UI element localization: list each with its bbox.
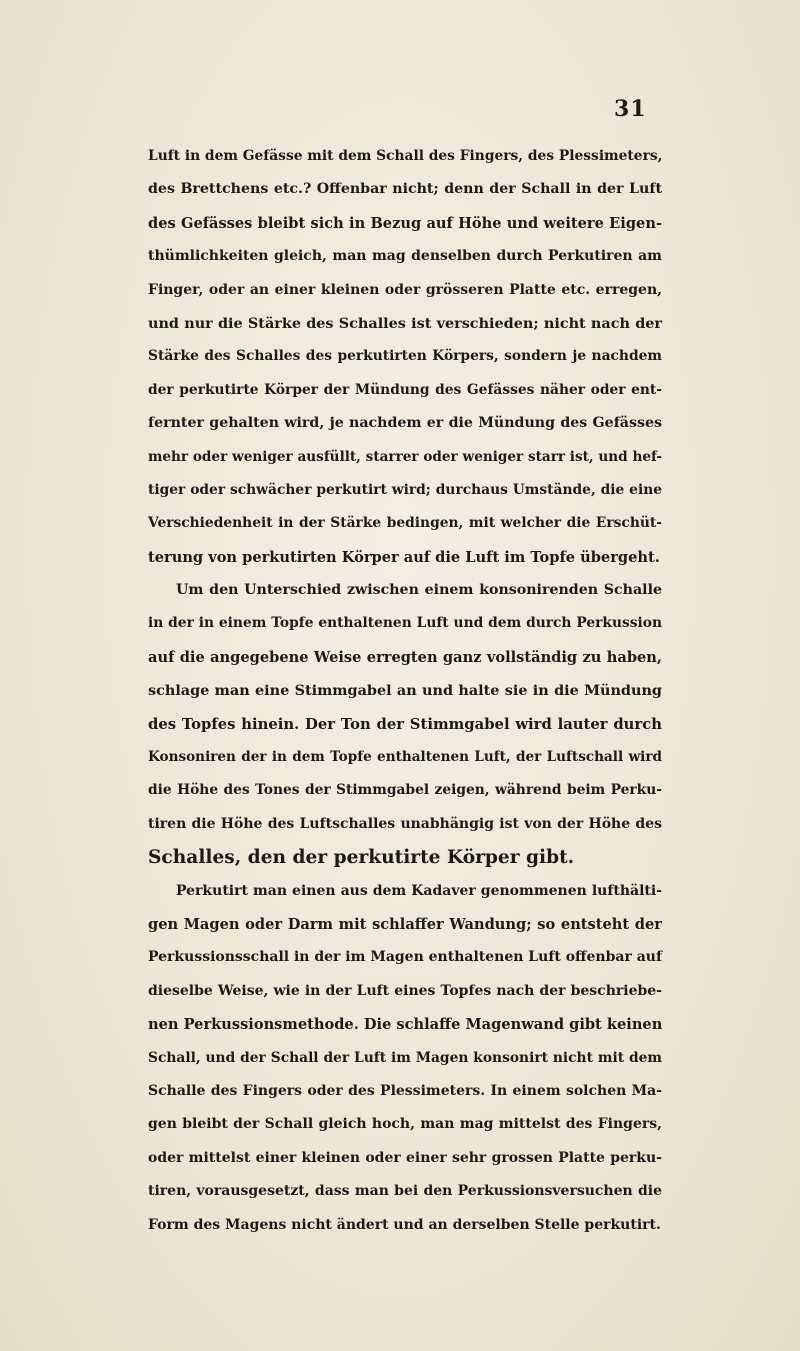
- text-line: terung von perkutirten Körper auf die Luft im Topfe übergeht.: [148, 548, 660, 566]
- text-line: Schall, und der Schall der Luft im Magen konsonirt nicht mit dem: [148, 1049, 662, 1066]
- text-line: Form des Magens nicht ändert und an derselben Stelle perkutirt.: [148, 1216, 661, 1233]
- text-line: Konsoniren der in dem Topfe enthaltenen Luft, der Luftschall wird: [148, 749, 662, 766]
- text-line: Schalles, den der perkutirte Körper gibt.: [148, 847, 575, 869]
- text-line: tiren, vorausgesetzt, dass man bei den Perkussionsversuchen die: [148, 1183, 662, 1200]
- text-line: die Höhe des Tones der Stimmgabel zeigen, während beim Perku-: [148, 782, 662, 799]
- text-line: des Topfes hinein. Der Ton der Stimmgabel wird lauter durch: [148, 715, 662, 733]
- text-line: oder mittelst einer kleinen oder einer sehr grossen Platte perku-: [148, 1149, 662, 1166]
- text-line: gen bleibt der Schall gleich hoch, man mag mittelst des Fingers,: [148, 1116, 662, 1133]
- text-line: der perkutirte Körper der Mündung des Gefässes näher oder ent-: [148, 381, 662, 398]
- text-line: und nur die Stärke des Schalles ist verschieden; nicht nach der: [148, 314, 662, 332]
- text-line: gen Magen oder Darm mit schlaffer Wandung; so entsteht der: [148, 915, 662, 933]
- text-line: tiren die Höhe des Luftschalles unabhängig ist von der Höhe des: [148, 815, 662, 832]
- text-line: Verschiedenheit in der Stärke bedingen, mit welcher die Erschüt-: [148, 515, 662, 532]
- text-line: schlage man eine Stimmgabel an und halte sie in die Mündung: [148, 682, 662, 700]
- text-line: Perkussionsschall in der im Magen enthaltenen Luft offenbar auf: [148, 949, 662, 966]
- text-line: mehr oder weniger ausfüllt, starrer oder weniger starr ist, und hef-: [148, 448, 662, 465]
- text-line: Finger, oder an einer kleinen oder grösseren Platte etc. erregen,: [148, 281, 662, 298]
- text-line: in der in einem Topfe enthaltenen Luft und dem durch Perkussion: [148, 615, 662, 632]
- text-line: Luft in dem Gefässe mit dem Schall des Fingers, des Plessimeters,: [148, 148, 663, 164]
- text-line: Schalle des Fingers oder des Plessimeters. In einem solchen Ma-: [148, 1082, 662, 1099]
- text-line: tiger oder schwächer perkutirt wird; durchaus Umstände, die eine: [148, 481, 662, 498]
- text-line: nen Perkussionsmethode. Die schlaffe Magenwand gibt keinen: [148, 1016, 663, 1034]
- text-line: Um den Unterschied zwischen einem konsonirenden Schalle: [176, 582, 662, 599]
- text-line: fernter gehalten wird, je nachdem er die Mündung des Gefässes: [148, 415, 662, 432]
- body-text: [148, 140, 662, 1242]
- text-line: thümlichkeiten gleich, man mag denselben durch Perkutiren am: [148, 248, 662, 265]
- text-line: Stärke des Schalles des perkutirten Körpers, sondern je nachdem: [148, 348, 662, 365]
- text-line: dieselbe Weise, wie in der Luft eines Topfes nach der beschriebe-: [148, 982, 662, 999]
- text-line: des Gefässes bleibt sich in Bezug auf Höhe und weitere Eigen-: [148, 214, 662, 232]
- text-line: des Brettchens etc.? Offenbar nicht; denn der Schall in der Luft: [148, 181, 662, 198]
- text-line: auf die angegebene Weise erregten ganz vollständig zu haben,: [148, 648, 662, 666]
- text-line: Perkutirt man einen aus dem Kadaver genommenen lufthälti-: [176, 882, 662, 899]
- page-number: 31: [614, 96, 647, 122]
